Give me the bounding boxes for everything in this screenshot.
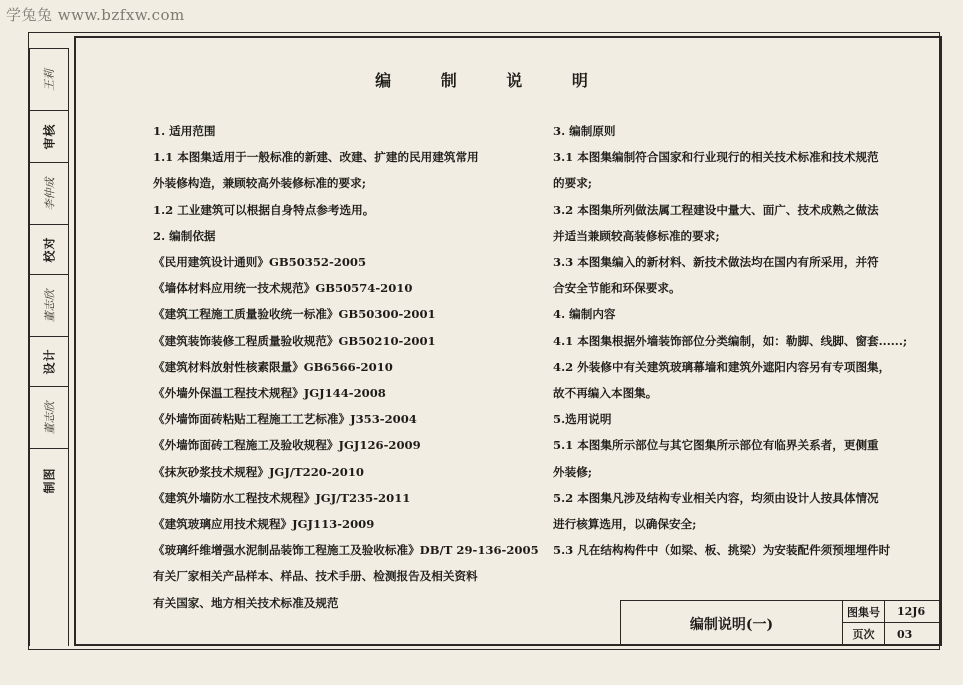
left-text-line: 1. 适用范围 xyxy=(153,124,216,138)
left-text-line: 《墙体材料应用统一技术规范》GB50574-2010 xyxy=(153,281,413,296)
right-text-line: 合安全节能和环保要求。 xyxy=(553,281,681,296)
title-block-title: 编制说明(一) xyxy=(621,601,843,646)
right-text-line: 5.选用说明 xyxy=(553,412,612,427)
sidebar-cell-label: 李仲成 xyxy=(43,177,56,210)
right-text-line: 的要求; xyxy=(553,176,593,191)
right-text-line: 5.3 凡在结构构件中（如梁、板、挑梁）为安装配件须预埋埋件时 xyxy=(553,543,891,558)
sidebar-cell xyxy=(30,386,68,448)
sidebar-cell xyxy=(30,224,68,274)
left-text-line: 2. 编制依据 xyxy=(153,228,216,243)
page-number-value: 03 xyxy=(897,627,913,641)
atlas-number-label: 图集号 xyxy=(843,601,885,623)
title-block xyxy=(620,600,942,646)
left-text-line: 《建筑玻璃应用技术规程》JGJ113-2009 xyxy=(153,517,375,532)
right-text-line: 5.2 本图集凡涉及结构专业相关内容，均须由设计人按具体情况 xyxy=(553,490,879,505)
sidebar-cell xyxy=(30,162,68,224)
right-text-line: 4. 编制内容 xyxy=(553,307,616,322)
sidebar-cell-label: 设计 xyxy=(42,348,57,375)
page-number-label: 页次 xyxy=(843,623,885,645)
left-column xyxy=(153,118,543,616)
left-text-line: 有关厂家相关产品样本、样品、技术手册、检测报告及相关资料 xyxy=(153,569,478,584)
left-text-line: 《民用建筑设计通则》GB50352-2005 xyxy=(153,255,367,270)
left-text-line: 《建筑装饰装修工程质量验收规范》GB50210-2001 xyxy=(153,333,436,348)
right-text-line: 并适当兼顾较高装修标准的要求; xyxy=(553,228,720,243)
left-text-line: 《玻璃纤维增强水泥制品装饰工程施工及验收标准》DB/T 29-136-2005 xyxy=(153,543,539,558)
left-text-line: 《建筑工程施工质量验收统一标准》GB50300-2001 xyxy=(153,307,436,322)
left-text-line: 《外墙饰面砖工程施工及验收规程》JGJ126-2009 xyxy=(153,438,421,453)
approval-sidebar xyxy=(29,48,69,646)
right-text-line: 5.1 本图集所示部位与其它图集所示部位有临界关系者，更侧重 xyxy=(553,438,879,453)
left-text-line: 《建筑外墙防水工程技术规程》JGJ/T235-2011 xyxy=(153,490,411,505)
left-text-line: 《抹灰砂浆技术规程》JGJ/T220-2010 xyxy=(153,464,364,479)
sidebar-cell xyxy=(30,274,68,336)
left-text-line: 《外墙饰面砖粘贴工程施工工艺标准》J353-2004 xyxy=(153,412,417,427)
left-text-line: 《外墙外保温工程技术规程》JGJ144-2008 xyxy=(153,386,386,401)
watermark: 学兔兔 www.bzfxw.com xyxy=(6,6,185,24)
right-text-line: 外装修; xyxy=(553,464,593,479)
sidebar-cell xyxy=(30,448,68,512)
sidebar-cell xyxy=(30,110,68,162)
right-text-line: 4.1 本图集根据外墙装饰部位分类编制，如：勒脚、线脚、窗套......; xyxy=(553,333,908,348)
right-text-line: 3.3 本图集编入的新材料、新技术做法均在国内有所采用，并符 xyxy=(553,255,879,270)
page-title: 编 制 说 明 xyxy=(375,71,610,90)
sidebar-cell xyxy=(30,336,68,386)
sidebar-cell-label: 王莉 xyxy=(43,68,56,91)
right-text-line: 4.2 外装修中有关建筑玻璃幕墙和建筑外遮阳内容另有专项图集， xyxy=(553,359,891,374)
right-text-line: 3. 编制原则 xyxy=(553,124,616,138)
left-text-line: 1.2 工业建筑可以根据自身特点参考选用。 xyxy=(153,202,375,217)
sidebar-cell-label: 制图 xyxy=(42,467,57,494)
left-text-line: 外装修构造，兼顾较高外装修标准的要求; xyxy=(153,176,366,191)
right-text-line: 3.2 本图集所列做法属工程建设中量大、面广、技术成熟之做法 xyxy=(553,202,879,217)
right-text-line: 故不再编入本图集。 xyxy=(553,386,658,401)
right-column xyxy=(553,118,948,563)
sidebar-cell-label: 审核 xyxy=(42,123,57,150)
atlas-number-value: 12J6 xyxy=(885,601,941,623)
sidebar-cell-label: 校对 xyxy=(42,236,57,263)
left-text-line: 1.1 本图集适用于一般标准的新建、改建、扩建的民用建筑常用 xyxy=(153,150,479,165)
sidebar-cell-label: 董志欣 xyxy=(43,289,56,322)
sidebar-cell-label: 董志欣 xyxy=(43,401,56,434)
left-text-line: 《建筑材料放射性核素限量》GB6566-2010 xyxy=(153,359,393,374)
left-text-line: 有关国家、地方相关技术标准及规范 xyxy=(153,595,339,610)
right-text-line: 3.1 本图集编制符合国家和行业现行的相关技术标准和技术规范 xyxy=(553,150,879,165)
right-text-line: 进行核算选用，以确保安全; xyxy=(553,517,697,532)
